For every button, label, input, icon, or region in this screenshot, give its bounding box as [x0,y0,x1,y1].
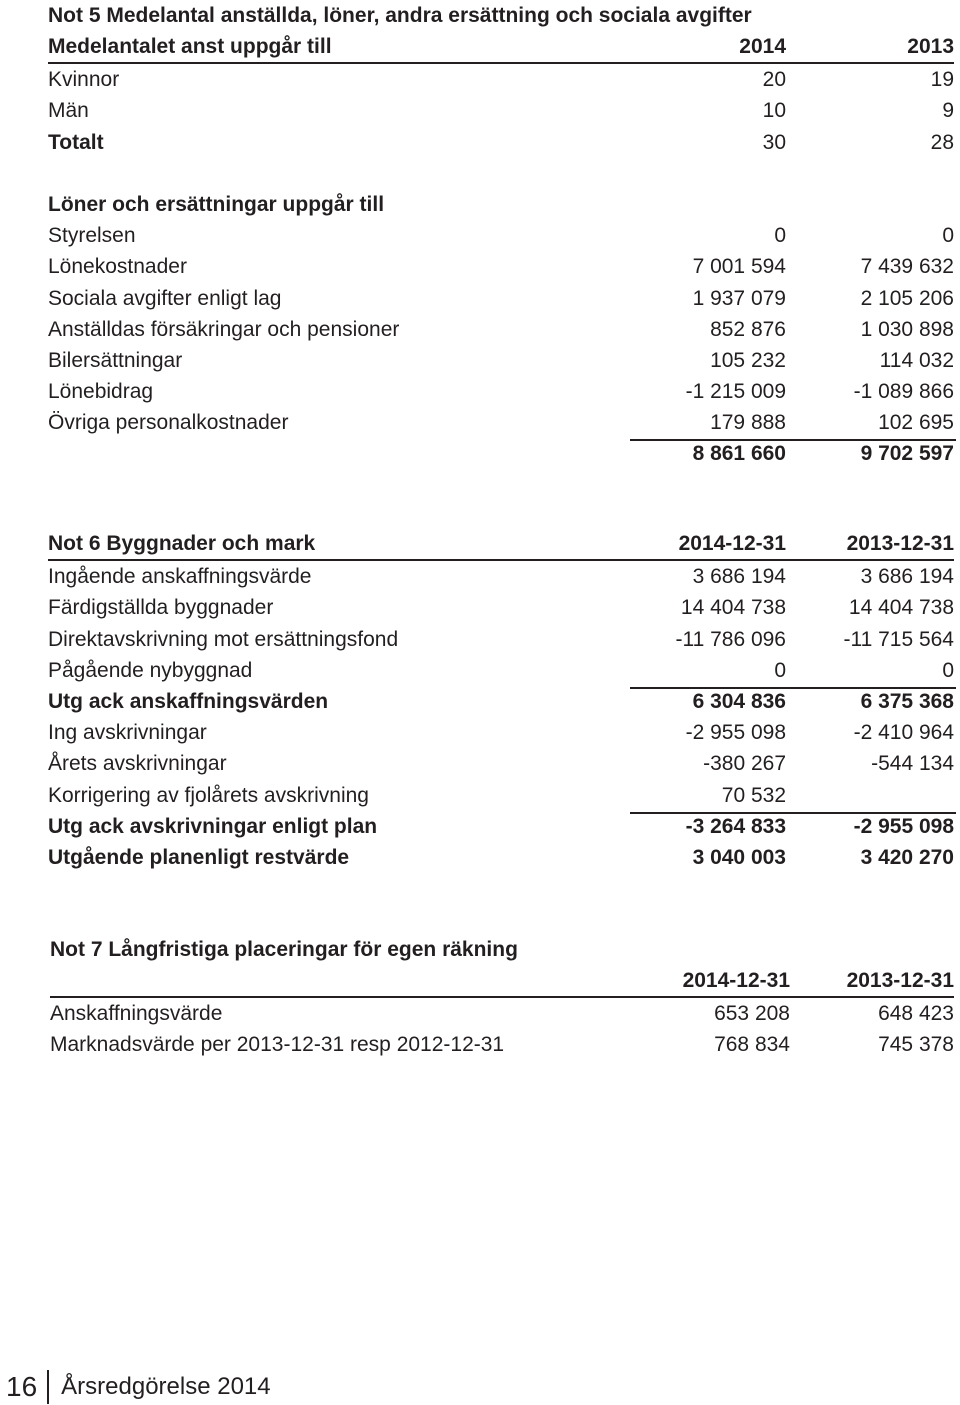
row-label: Lönebidrag [48,380,154,404]
row-value-2013: -11 715 564 [843,627,954,651]
row-label: Årets avskrivningar [48,752,227,776]
page-number: 16 [6,1370,49,1404]
note-7-header-row [50,965,954,998]
table-row-total [48,842,954,873]
note-7 [50,934,954,1061]
row-value-2014: 1 937 079 [692,286,786,310]
row-value-2013: 7 439 632 [860,255,954,279]
table-row [48,64,954,95]
row-value-2013: 0 [942,658,954,682]
row-value-2013: 102 695 [878,411,954,435]
employees-header-row [48,31,954,64]
row-value-2014: 6 304 836 [692,689,786,713]
table-row [48,624,954,655]
row-label: Lönekostnader [48,255,187,279]
total-value-2014: 8 861 660 [692,442,786,466]
row-value-2014: 179 888 [710,411,786,435]
row-value-2014: 0 [774,224,786,248]
row-value-2013: -1 089 866 [853,380,954,404]
row-label: Totalt [48,130,104,154]
table-row [48,314,954,345]
row-label: Män [48,99,89,123]
row-value-2013: 0 [942,224,954,248]
row-value-2013: -544 134 [871,752,954,776]
date-2014-header: 2014-12-31 [682,969,790,992]
row-label: Utg ack avskrivningar enligt plan [48,814,378,838]
row-label: Direktavskrivning mot ersättningsfond [48,627,399,651]
row-value-2014: -380 267 [703,752,786,776]
row-label: Utgående planenligt restvärde [48,845,350,869]
row-value-2013: 19 [930,68,954,92]
note-5-title: Not 5 Medelantal anställda, löner, andra ersättning och sociala avgifter [48,4,752,27]
row-value-2013: 745 378 [878,1033,954,1057]
row-value-2014: -11 786 096 [675,627,786,651]
row-value-2014: 768 834 [714,1033,790,1057]
page-footer [6,1370,271,1404]
table-row-subtotal [48,811,954,842]
date-2013-header: 2013-12-31 [846,532,954,555]
row-value-2014: 70 532 [721,783,786,807]
row-label: Marknadsvärde per 2013-12-31 resp 2012-12-31 [50,1033,505,1057]
note-5 [48,0,954,470]
table-row [48,780,954,811]
year-2013-header: 2013 [907,35,954,58]
row-value-2013: -2 955 098 [853,814,954,838]
row-value-2013: 9 [942,99,954,123]
row-value-2014: 7 001 594 [692,255,786,279]
row-value-2013: 114 032 [879,348,954,372]
table-row [48,592,954,623]
table-row-total [48,127,954,158]
row-label: Färdigställda byggnader [48,596,274,620]
row-value-2013: 3 420 270 [860,845,954,869]
table-row [48,561,954,592]
total-value-2013: 9 702 597 [860,442,954,466]
row-label: Styrelsen [48,224,136,248]
row-value-2014: 852 876 [710,317,786,341]
row-value-2014: 0 [774,658,786,682]
row-value-2013: 6 375 368 [860,689,954,713]
row-label: Korrigering av fjolårets avskrivning [48,783,369,807]
document-title: Årsredgörelse 2014 [61,1373,271,1400]
row-value-2013: -2 410 964 [853,721,954,745]
note-6-title: Not 6 Byggnader och mark [48,532,316,555]
salaries-total-row [48,438,954,469]
year-2014-header: 2014 [739,35,786,58]
row-value-2014: 105 232 [710,348,786,372]
table-row-subtotal [48,686,954,717]
row-label: Anskaffningsvärde [50,1002,223,1026]
note-6 [48,528,954,873]
row-value-2014: 653 208 [714,1002,790,1026]
row-label: Ing avskrivningar [48,721,207,745]
row-label: Ingående anskaffningsvärde [48,565,312,589]
note-7-title: Not 7 Långfristiga placeringar för egen räkning [50,938,518,961]
row-value-2013: 14 404 738 [848,596,954,620]
date-2014-header: 2014-12-31 [678,532,786,555]
row-label: Bilersättningar [48,348,183,372]
row-value-2013: 2 105 206 [860,286,954,310]
table-row [48,407,954,438]
row-value-2013: 648 423 [878,1002,954,1026]
row-value-2014: 30 [762,130,786,154]
table-row [48,220,954,251]
table-row [48,717,954,748]
table-row [48,376,954,407]
row-label: Kvinnor [48,68,120,92]
table-row [48,283,954,314]
row-value-2013: 3 686 194 [860,565,954,589]
row-value-2013: 1 030 898 [860,317,954,341]
row-value-2014: 10 [762,99,786,123]
salaries-header-row [48,189,954,220]
row-value-2014: 20 [762,68,786,92]
row-value-2014: -1 215 009 [685,380,786,404]
row-value-2014: 3 686 194 [692,565,786,589]
row-label: Anställdas försäkringar och pensioner [48,317,400,341]
row-value-2014: -3 264 833 [685,814,786,838]
table-row [48,655,954,686]
table-row [50,998,954,1029]
row-label: Sociala avgifter enligt lag [48,286,282,310]
salaries-header-label: Löner och ersättningar uppgår till [48,192,385,216]
row-value-2014: 14 404 738 [680,596,786,620]
table-row [48,95,954,126]
row-value-2014: -2 955 098 [685,721,786,745]
table-row [50,1029,954,1060]
employees-header-label: Medelantalet anst uppgår till [48,35,332,58]
table-row [48,748,954,779]
table-row [48,251,954,282]
note-6-header-row [48,528,954,561]
row-value-2013: 28 [930,130,954,154]
row-value-2014: 3 040 003 [692,845,786,869]
row-label: Utg ack anskaffningsvärden [48,689,329,713]
row-label: Övriga personalkostnader [48,411,289,435]
table-row [48,345,954,376]
row-label: Pågående nybyggnad [48,658,253,682]
date-2013-header: 2013-12-31 [846,969,954,992]
